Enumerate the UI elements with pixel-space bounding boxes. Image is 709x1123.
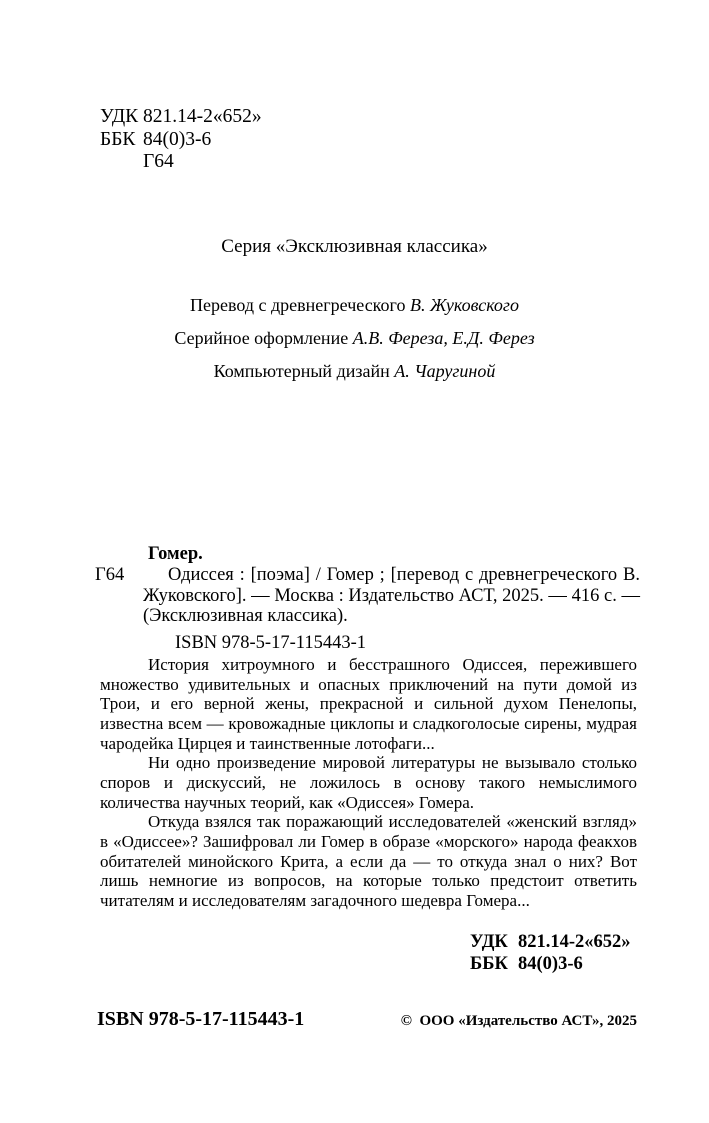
udk-row-bottom bbox=[470, 931, 631, 953]
bbk-row-bottom bbox=[470, 953, 631, 975]
udk-value: 821.14-2«652» bbox=[143, 106, 262, 127]
credit-series-design-role: Серийное оформление bbox=[174, 328, 353, 348]
bbk-value: 84(0)3-6 bbox=[143, 128, 212, 150]
credit-series-design bbox=[0, 327, 709, 349]
udk-label: УДК bbox=[100, 106, 139, 127]
bbk-value-bottom: 84(0)3-6 bbox=[518, 954, 583, 974]
biblio-isbn: ISBN 978-5-17-115443-1 bbox=[175, 632, 366, 653]
bbk-label-bottom: ББК bbox=[470, 954, 508, 974]
udk-row bbox=[100, 106, 262, 129]
biblio-author: Гомер. bbox=[148, 544, 203, 564]
series-title: Серия «Эксклюзивная классика» bbox=[221, 236, 488, 257]
udk-value-bottom: 821.14-2«652» bbox=[518, 932, 631, 952]
author-code-row bbox=[100, 151, 262, 174]
author-code-spacer bbox=[100, 151, 143, 174]
annotation-paragraph-3: Откуда взялся так поражающий исследователей «женский взгляд» в «Одиссее»? Зашифровал ли Гомер в образе «морского» народа феакхов обитателей минойского Крита, а если да — то откуда знал о них? Вот лишь немногие из вопросов, на которые только предстоит ответить читателям и исследователям загадочного шедевра Гомера... bbox=[100, 812, 637, 910]
credit-computer-design-names: А. Чаругиной bbox=[394, 361, 496, 381]
annotation-paragraph-1: История хитроумного и бесстрашного Одиссея, пережившего множество удивительных и опасных приключений на пути домой из Трои, и его верной жены, прекрасной и сильной духом Пенелопы, известна всем — кровожадные циклопы и сладкоголосые сирены, мудрая чародейка Цирцея и таинственные лотофаги... bbox=[100, 655, 637, 753]
credits-block bbox=[0, 294, 709, 393]
credit-translator bbox=[0, 294, 709, 316]
annotation-block bbox=[100, 655, 637, 911]
biblio-description bbox=[95, 565, 640, 627]
credit-translator-names: В. Жуковского bbox=[409, 295, 519, 315]
bbk-label: ББК bbox=[100, 128, 136, 150]
credit-translator-role: Перевод с древнегреческого bbox=[190, 295, 410, 315]
credit-computer-design bbox=[0, 360, 709, 382]
footer-isbn: ISBN 978-5-17-115443-1 bbox=[97, 1008, 305, 1030]
bibliographic-entry bbox=[95, 543, 640, 654]
credit-series-design-names: А.В. Фереза, Е.Д. Ферез bbox=[352, 328, 535, 348]
cataloguing-block-bottom bbox=[470, 931, 631, 975]
credit-computer-design-role: Компьютерный дизайн bbox=[213, 361, 395, 381]
annotation-paragraph-2: Ни одно произведение мировой литературы не вызывало столько споров и дискуссий, не ложилось в основу такого немыслимого количества научных теорий, как «Одиссея» Гомера. bbox=[100, 753, 637, 812]
udk-label-bottom: УДК bbox=[470, 932, 508, 952]
cataloguing-block-top bbox=[100, 106, 262, 174]
footer-copyright: © ООО «Издательство АСТ», 2025 bbox=[400, 1013, 637, 1029]
author-code-value: Г64 bbox=[143, 151, 174, 172]
bbk-row bbox=[100, 129, 262, 152]
footer-row bbox=[97, 1008, 637, 1031]
biblio-author-code: Г64 bbox=[95, 565, 125, 585]
biblio-description-text: Одиссея : [поэма] / Гомер ; [перевод с древнегреческого В. Жуковского]. — Москва : Издательство АСТ, 2025. — 416 с. — (Эксклюзивная классика). bbox=[143, 565, 640, 626]
